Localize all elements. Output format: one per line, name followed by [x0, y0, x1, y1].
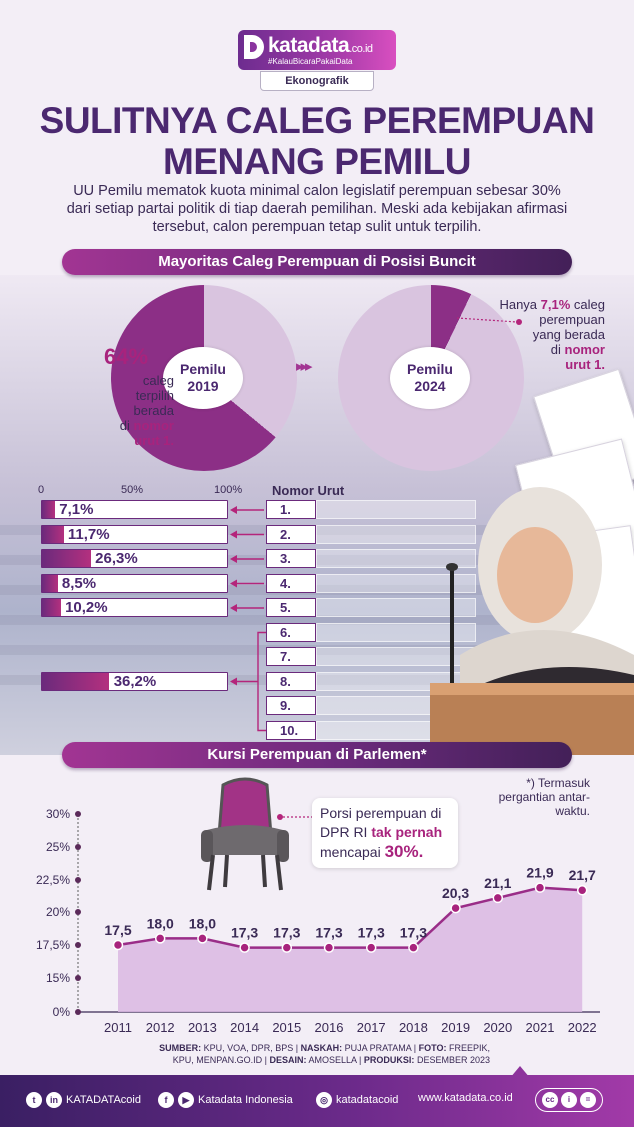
- rank-box-1: 1.: [266, 500, 316, 519]
- bar-arrowhead-2: [230, 531, 237, 539]
- caption-2019: caleg terpilih berada di nomor urut 1.: [119, 373, 174, 448]
- y-tick-label: 0%: [52, 1005, 70, 1019]
- page-title: [0, 100, 634, 182]
- y-tick-label: 17,5%: [35, 938, 70, 952]
- katadata-d-icon: [244, 35, 264, 59]
- rank-box-5: 5.: [266, 598, 316, 617]
- linkedin-icon[interactable]: in: [46, 1092, 62, 1108]
- line-value-label-2016: 17,3: [315, 924, 343, 941]
- line-point-2012: [156, 934, 165, 943]
- facebook-icon[interactable]: f: [158, 1092, 174, 1108]
- callout-porsi: Porsi perempuan di DPR RI tak pernah mencapai 30%.: [312, 798, 458, 868]
- bar-connector-arrows: [0, 495, 634, 755]
- donut-2024-label: Pemilu 2024: [407, 361, 453, 394]
- x-tick-label-2016: 2016: [314, 1020, 344, 1035]
- y-tick-dot: [75, 909, 81, 915]
- line-point-2011: [114, 941, 123, 950]
- x-tick-label-2022: 2022: [567, 1020, 597, 1035]
- creative-commons-icon: [535, 1088, 603, 1112]
- arrow-icon: ▸▸▸: [296, 358, 310, 375]
- line-point-2013: [198, 934, 207, 943]
- bar-arrowhead-3: [230, 555, 237, 563]
- rank-box-2: 2.: [266, 525, 316, 544]
- bar-value-label-1: 7,1%: [59, 501, 94, 518]
- y-tick-label: 20%: [45, 905, 70, 919]
- x-tick-label-2012: 2012: [145, 1020, 175, 1035]
- y-tick-dot: [75, 844, 81, 850]
- line-point-2015: [282, 943, 291, 952]
- y-tick-label: 22,5%: [35, 873, 70, 887]
- line-value-label-2014: 17,3: [230, 924, 259, 941]
- line-point-2016: [325, 943, 334, 952]
- rank-box-3: 3.: [266, 549, 316, 568]
- footer-handle[interactable]: KATADATAcoid: [66, 1094, 141, 1106]
- y-tick-dot: [75, 877, 81, 883]
- bar-value-label-4: 8,5%: [61, 574, 97, 592]
- brand-tagline: #KalauBicaraPakaiData: [268, 57, 353, 66]
- x-tick-label-2021: 2021: [525, 1020, 555, 1035]
- bar-header-nomor-urut: Nomor Urut: [272, 483, 345, 498]
- category-label: Ekonografik: [260, 71, 374, 91]
- nd-icon: =: [580, 1092, 596, 1108]
- rank-bracket-6-10: [258, 633, 266, 731]
- cc-icon: cc: [542, 1092, 558, 1108]
- line-point-2020: [493, 893, 502, 902]
- line-point-2018: [409, 943, 418, 952]
- instagram-icon[interactable]: ◎: [316, 1092, 332, 1108]
- bar-arrowhead-4: [230, 580, 237, 588]
- caption-2024: Hanya 7,1% caleg perempuan yang berada di nomor urut 1.: [499, 297, 605, 372]
- line-point-2022: [578, 886, 587, 895]
- line-point-2019: [451, 904, 460, 913]
- y-tick-label: 30%: [45, 807, 70, 821]
- x-tick-label-2011: 2011: [104, 1020, 132, 1035]
- y-tick-dot: [75, 942, 81, 948]
- rank-box-10: 10.: [266, 721, 316, 740]
- rank-box-7: 7.: [266, 647, 316, 666]
- line-value-label-2015: 17,3: [273, 924, 301, 941]
- x-tick-label-2019: 2019: [441, 1020, 471, 1035]
- x-tick-label-2017: 2017: [356, 1020, 386, 1035]
- y-tick-dot: [75, 811, 81, 817]
- bar-arrowhead-5: [230, 604, 237, 612]
- footer-facebook[interactable]: Katadata Indonesia: [198, 1094, 293, 1106]
- bar-axis-tick-50: 50%: [121, 484, 144, 496]
- x-tick-label-2014: 2014: [230, 1020, 260, 1035]
- section-banner-buncit: Mayoritas Caleg Perempuan di Posisi Buncit: [62, 249, 572, 275]
- title-line-1: SULITNYA CALEG PEREMPUAN: [39, 100, 595, 141]
- line-value-label-2021: 21,9: [526, 864, 554, 881]
- source-credits: SUMBER: KPU, VOA, DPR, BPS | NASKAH: PUJA PRATAMA | FOTO: FREEPIK, KPU, MENPAN.GO.ID | DESAIN: AMOSELLA | PRODUKSI: DESEMBER 2023: [159, 1043, 490, 1065]
- bar-value-label-3: 26,3%: [95, 550, 138, 567]
- donut-2019-label: Pemilu 2019: [180, 361, 226, 394]
- line-value-label-2017: 17,3: [357, 924, 385, 941]
- y-tick-label: 25%: [45, 840, 70, 854]
- x-tick-label-2020: 2020: [483, 1020, 513, 1035]
- bar-arrowhead-8: [230, 678, 237, 686]
- rank-box-8: 8.: [266, 672, 316, 691]
- bar-arrowhead-1: [230, 506, 237, 514]
- y-tick-dot: [75, 975, 81, 981]
- rank-box-4: 4.: [266, 574, 316, 593]
- line-value-label-2013: 18,0: [188, 915, 217, 932]
- line-area: [118, 888, 582, 1012]
- twitter-icon[interactable]: t: [26, 1092, 42, 1108]
- line-value-label-2011: 17,5: [104, 922, 132, 938]
- line-value-label-2022: 21,7: [568, 867, 596, 884]
- brand-name: katadata: [268, 34, 350, 57]
- line-point-2014: [240, 943, 249, 952]
- x-tick-label-2015: 2015: [272, 1020, 302, 1035]
- x-tick-label-2013: 2013: [187, 1020, 217, 1035]
- line-point-2021: [536, 883, 545, 892]
- line-point-2017: [367, 943, 376, 952]
- bar-value-label-8: 36,2%: [113, 672, 157, 690]
- line-value-label-2019: 20,3: [441, 885, 470, 902]
- bar-value-label-2: 11,7%: [67, 525, 110, 543]
- section-banner-kursi: Kursi Perempuan di Parlemen*: [62, 742, 572, 768]
- intro-text: UU Pemilu mematok kuota minimal calon legislatif perempuan sebesar 30% dari setiap partai politik di tiap daerah pemilihan. Meski ada kebijakan afirmasi tersebut, calon perempuan tetap sulit untuk terpilih.: [66, 183, 568, 235]
- footer-instagram[interactable]: katadatacoid: [336, 1094, 399, 1106]
- pct-2019-value: 64%: [104, 344, 149, 369]
- bar-value-label-5: 10,2%: [65, 599, 108, 616]
- footer: [0, 1075, 634, 1127]
- katadata-logo: [238, 30, 396, 92]
- donut-2019-center: [163, 347, 243, 409]
- line-value-label-2020: 21,1: [484, 874, 512, 891]
- bar-axis-tick-0: 0: [38, 484, 45, 496]
- by-icon: i: [561, 1092, 577, 1108]
- rank-box-6: 6.: [266, 623, 316, 642]
- chart-footnote: *) Termasuk pergantian antar-waktu.: [498, 776, 590, 818]
- bar-axis-tick-100: 100%: [214, 484, 243, 496]
- youtube-icon[interactable]: ▶: [178, 1092, 194, 1108]
- line-value-label-2018: 17,3: [399, 924, 428, 941]
- y-tick-dot: [75, 1009, 81, 1015]
- donut-2024-center: [390, 347, 470, 409]
- rank-box-9: 9.: [266, 696, 316, 715]
- line-chart: [0, 770, 634, 1045]
- line-value-label-2012: 18,0: [146, 915, 174, 932]
- x-tick-label-2018: 2018: [398, 1020, 428, 1035]
- footer-website[interactable]: www.katadata.co.id: [418, 1092, 513, 1104]
- title-line-2: MENANG PEMILU: [163, 141, 471, 182]
- brand-domain: .co.id: [349, 43, 373, 55]
- y-tick-label: 15%: [45, 971, 70, 985]
